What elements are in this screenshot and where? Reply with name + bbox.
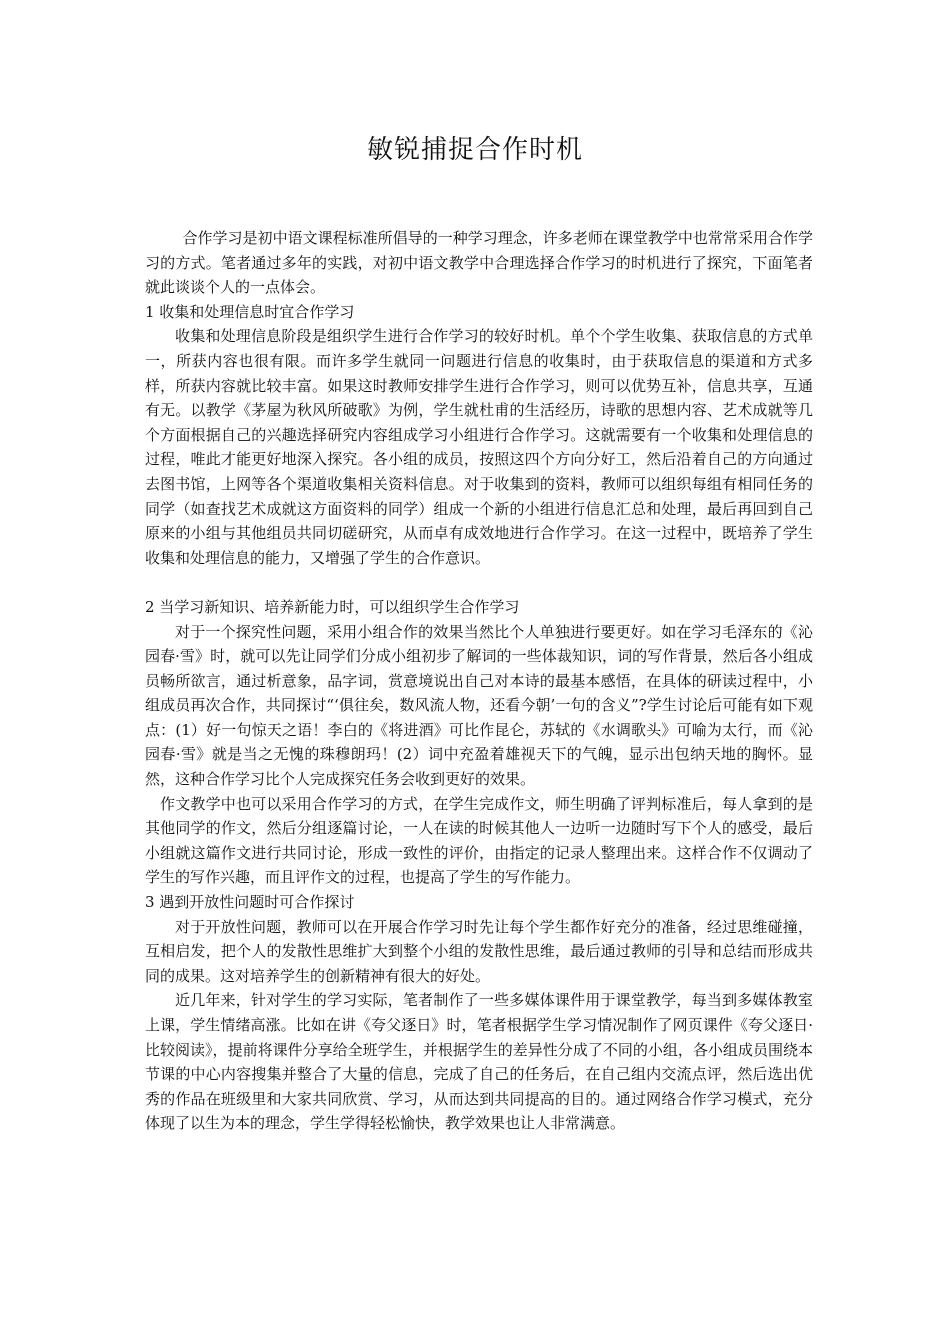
section-2-heading: 2 当学习新知识、培养新能力时，可以组织学生合作学习: [145, 597, 520, 616]
section-2-paragraph-2: 作文教学中也可以采用合作学习的方式，在学生完成作文，师生明确了评判标准后，每人拿到的是其他同学的作文，然后分组逐篇讨论，一人在读的时候其他人一边听一边随时写下个人的感受，最后小组就这篇作文进行共同讨论，形成一致性的评价，由指定的记录人整理出来。这样合作不仅调动了学生的写作兴趣，而且评作文的过程，也提高了学生的写作能力。: [145, 794, 813, 887]
section-3-paragraph-2: 近几年来，针对学生的学习实际，笔者制作了一些多媒体课件用于课堂教学，每当到多媒体教室上课，学生情绪高涨。比如在讲《夸父逐日》时，笔者根据学生学习情况制作了网页课件《夸父逐日·比较阅读》，提前将课件分享给全班学生，并根据学生的差异性分成了不同的小组，各小组成员围绕本节课的中心内容搜集并整合了大量的信息，完成了自己的任务后，在自己组内交流点评，然后选出优秀的作品在班级里和大家共同欣赏、学习，从而达到共同提高的目的。通过网络合作学习模式，充分体现了以生为本的理念，学生学得轻松愉快，教学效果也让人非常满意。: [145, 991, 813, 1133]
section-3-heading: 3 遇到开放性问题时可合作探讨: [145, 893, 355, 912]
section-3-paragraph-1: 对于开放性问题，教师可以在开展合作学习时先让每个学生都作好充分的准备，经过思维碰撞，互相启发，把个人的发散性思维扩大到整个小组的发散性思维，最后通过教师的引导和总结而形成共同的成果。这对培养学生的创新精神有很大的好处。: [145, 917, 813, 985]
section-1-heading: 1 收集和处理信息时宜合作学习: [145, 302, 355, 321]
section-2-paragraph-1: 对于一个探究性问题，采用小组合作的效果当然比个人单独进行要更好。如在学习毛泽东的《沁园春·雪》时，就可以先让同学们分成小组初步了解词的一些体裁知识，词的写作背景，然后各小组成员畅所欲言，通过析意象，品字词，赏意境说出自己对本诗的最基本感悟，在具体的研读过程中，小组成员再次合作，共同探讨“‘俱往矣，数风流人物，还看今朝’一句的含义”?学生讨论后可能有如下观点：(1）好一句惊天之语！李白的《将进酒》可比作昆仑，苏轼的《水调歌头》可喻为太行，而《沁园春·雪》就是当之无愧的珠穆朗玛！(2）词中充盈着雄视天下的气魄，显示出包纳天地的胸怀。显然，这种合作学习比个人完成探究任务会收到更好的效果。: [145, 622, 813, 789]
section-spacer: [145, 570, 813, 595]
document-body: [145, 226, 813, 1136]
section-1-paragraph: 收集和处理信息阶段是组织学生进行合作学习的较好时机。单个个学生收集、获取信息的方式单一，所获内容也很有限。而许多学生就同一问题进行信息的收集时，由于获取信息的渠道和方式多样，所获内容就比较丰富。如果这时教师安排学生进行合作学习，则可以优势互补，信息共享，互通有无。以教学《茅屋为秋风所破歌》为例，学生就杜甫的生活经历，诗歌的思想内容、艺术成就等几个方面根据自己的兴趣选择研究内容组成学习小组进行合作学习。这就需要有一个收集和处理信息的过程，唯此才能更好地深入探究。各小组的成员，按照这四个方向分好工，然后沿着自己的方向通过去图书馆，上网等各个渠道收集相关资料信息。对于收集到的资料，教师可以组织每组有相同任务的同学（如查找艺术成就这方面资料的同学）组成一个新的小组进行信息汇总和处理，最后再回到自己原来的小组与其他组员共同切磋研究，从而卓有成效地进行合作学习。在这一过程中，既培养了学生收集和处理信息的能力，又增强了学生的合作意识。: [145, 327, 813, 567]
document-title: 敏锐捕捉合作时机: [366, 135, 583, 165]
intro-paragraph: 合作学习是初中语文课程标准所倡导的一种学习理念，许多老师在课堂教学中也常常采用合作学习的方式。笔者通过多年的实践，对初中语文教学中合理选择合作学习的时机进行了探究，下面笔者就此谈谈个人的一点体会。: [145, 229, 813, 297]
